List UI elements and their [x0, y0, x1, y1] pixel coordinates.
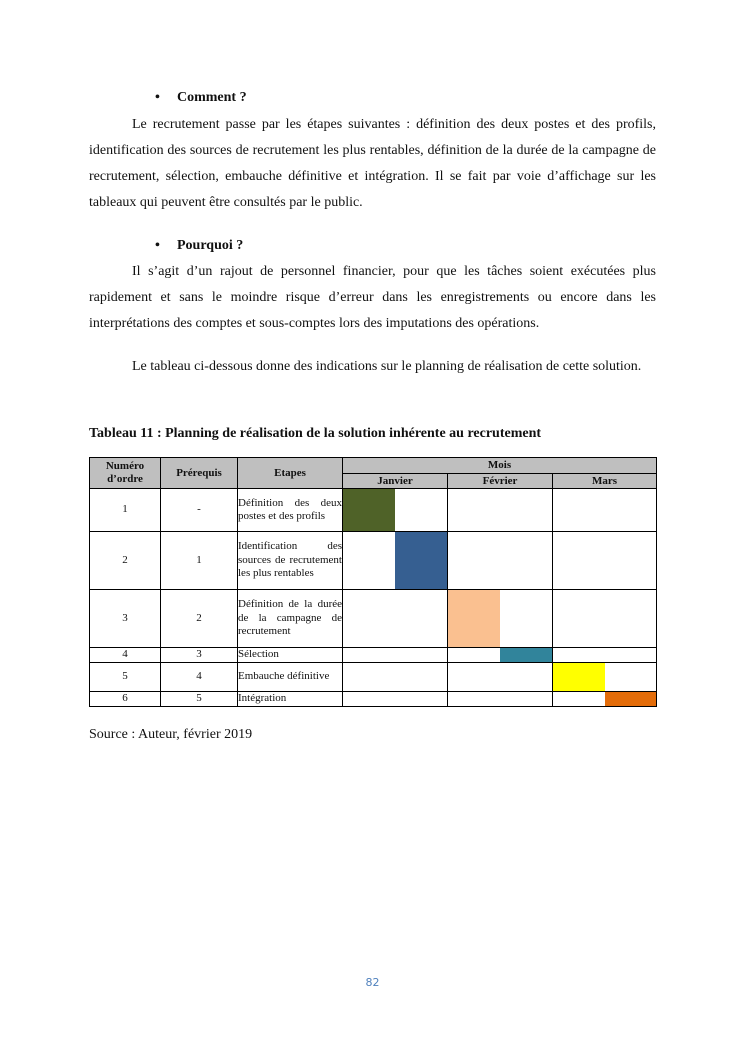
- cell-etape: [238, 692, 343, 707]
- cell-janvier: [343, 489, 448, 532]
- cell-etape: [238, 532, 343, 590]
- etape-label: Embauche définitive: [238, 670, 330, 683]
- etape-label: Sélection: [238, 648, 279, 661]
- gantt-bar: [500, 648, 552, 662]
- planning-table: [89, 457, 657, 707]
- cell-mars: [553, 489, 657, 532]
- cell-mars: [553, 648, 657, 663]
- cell-numero: 4: [90, 648, 161, 663]
- gantt-bar: [448, 590, 500, 647]
- cell-janvier: [343, 648, 448, 663]
- cell-prerequis: 3: [161, 648, 238, 663]
- header-etapes: Etapes: [238, 458, 343, 489]
- cell-janvier: [343, 663, 448, 692]
- bullet-icon: •: [155, 90, 160, 105]
- table-row: [90, 692, 657, 707]
- table-row: [90, 532, 657, 590]
- section-title: Pourquoi ?: [177, 238, 244, 253]
- cell-fevrier: [448, 532, 553, 590]
- section-title: Comment ?: [177, 90, 247, 105]
- table-row: [90, 590, 657, 648]
- cell-fevrier: [448, 663, 553, 692]
- cell-janvier: [343, 532, 448, 590]
- cell-etape: [238, 663, 343, 692]
- cell-fevrier: [448, 648, 553, 663]
- cell-fevrier: [448, 692, 553, 707]
- cell-mars: [553, 532, 657, 590]
- header-prerequis: Prérequis: [161, 458, 238, 489]
- header-fevrier: Février: [448, 474, 553, 489]
- section-heading-pourquoi: [155, 238, 243, 254]
- cell-prerequis: 2: [161, 590, 238, 648]
- header-janvier: Janvier: [343, 474, 448, 489]
- cell-mars: [553, 663, 657, 692]
- etape-label: Définition de la durée de la campagne de recrutement: [238, 598, 342, 638]
- table-caption: Tableau 11 : Planning de réalisation de la solution inhérente au recrutement: [89, 426, 542, 441]
- cell-mars: [553, 692, 657, 707]
- cell-prerequis: -: [161, 489, 238, 532]
- cell-etape: [238, 590, 343, 648]
- table-row: [90, 663, 657, 692]
- section-heading-comment: [155, 90, 247, 106]
- cell-fevrier: [448, 590, 553, 648]
- gantt-bar: [343, 489, 395, 531]
- cell-numero: 3: [90, 590, 161, 648]
- cell-janvier: [343, 590, 448, 648]
- cell-etape: [238, 648, 343, 663]
- cell-fevrier: [448, 489, 553, 532]
- cell-numero: 5: [90, 663, 161, 692]
- gantt-bar: [605, 692, 657, 706]
- table-row: [90, 648, 657, 663]
- page-number: 82: [365, 976, 380, 989]
- paragraph-comment: Le recrutement passe par les étapes suivantes : définition des deux postes et des profils, identification des sources de recrutement les plus rentables, définition de la durée de la campagne de recrutement, sélection, embauche définitive et intégration. Il se fait par voie d’affichage sur les tableaux qui peuvent être consultés par le public.: [89, 117, 656, 210]
- etape-label: Définition des deux postes et des profils: [238, 496, 342, 522]
- paragraph-pourquoi: Il s’agit d’un rajout de personnel financier, pour que les tâches soient exécutées plus rapidement et sans le moindre risque d’erreur dans les enregistrements ou encore dans les interprétations des comptes et sous-comptes lors des imputations des opérations.: [89, 264, 656, 331]
- etape-label: Intégration: [238, 692, 287, 704]
- etape-label: Identification des sources de recrutement les plus rentables: [238, 540, 342, 580]
- table-row: [90, 489, 657, 532]
- cell-janvier: [343, 692, 448, 707]
- cell-etape: [238, 489, 343, 532]
- cell-prerequis: 5: [161, 692, 238, 707]
- table-source: Source : Auteur, février 2019: [89, 727, 253, 742]
- gantt-bar: [553, 663, 605, 691]
- header-numero: Numéro d’ordre: [90, 458, 161, 489]
- cell-numero: 6: [90, 692, 161, 707]
- cell-numero: 1: [90, 489, 161, 532]
- cell-prerequis: 1: [161, 532, 238, 590]
- cell-numero: 2: [90, 532, 161, 590]
- gantt-bar: [395, 532, 447, 589]
- cell-mars: [553, 590, 657, 648]
- header-mars: Mars: [553, 474, 657, 489]
- bullet-icon: •: [155, 238, 160, 253]
- header-mois: Mois: [343, 458, 657, 474]
- paragraph-intro: Le tableau ci-dessous donne des indications sur le planning de réalisation de cette solution.: [132, 359, 642, 374]
- cell-prerequis: 4: [161, 663, 238, 692]
